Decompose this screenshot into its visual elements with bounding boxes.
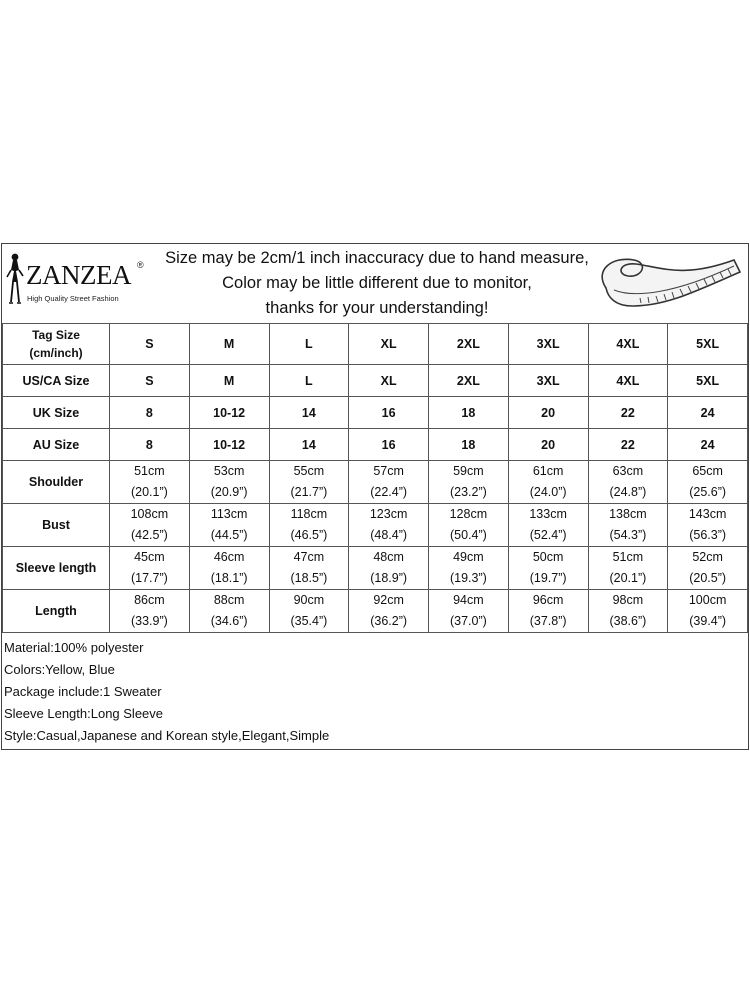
table-cell: 16 [349, 397, 429, 429]
inch-value: (37.8”) [529, 614, 567, 628]
cm-value: 63cm [612, 464, 644, 478]
detail-line: Colors:Yellow, Blue [4, 662, 115, 677]
measure-cell [349, 504, 429, 547]
table-cell: 8 [110, 397, 190, 429]
cm-value: 98cm [612, 593, 644, 607]
cm-value: 49cm [453, 550, 484, 564]
measure-cell [189, 547, 269, 590]
tag-size-cell: S [110, 324, 190, 365]
cm-value: 59cm [453, 464, 484, 478]
table-cell: 18 [429, 397, 509, 429]
cm-value: 143cm [688, 507, 727, 521]
brand-logo [4, 250, 154, 310]
row-label: UK Size [3, 397, 110, 429]
inch-value: (46.5”) [290, 528, 328, 542]
row-label: Shoulder [3, 461, 110, 504]
measure-cell [189, 590, 269, 633]
notice-line-3: thanks for your understanding! [265, 299, 489, 317]
table-cell: 18 [429, 429, 509, 461]
measure-cell [429, 547, 509, 590]
inch-value: (50.4”) [449, 528, 487, 542]
tag-size-cell: 3XL [508, 324, 588, 365]
inch-value: (35.4”) [290, 614, 328, 628]
cm-value: 47cm [293, 550, 325, 564]
measure-cell [668, 590, 748, 633]
cm-value: 138cm [609, 507, 647, 521]
table-row [3, 461, 748, 504]
inch-value: (37.0”) [449, 614, 487, 628]
row-label: Tag Size (cm/inch) [3, 324, 110, 365]
inch-value: (20.1”) [609, 571, 647, 585]
inch-value: (38.6”) [609, 614, 647, 628]
notice-line-1: Size may be 2cm/1 inch inaccuracy due to hand measure, [165, 249, 589, 267]
cm-value: 90cm [293, 593, 325, 607]
cm-value: 46cm [213, 550, 245, 564]
cm-value: 86cm [134, 593, 165, 607]
cm-value: 48cm [373, 550, 404, 564]
cm-value: 100cm [688, 593, 727, 607]
chart-header [2, 244, 748, 324]
inch-value: (54.3”) [609, 528, 647, 542]
table-row [3, 397, 748, 429]
measure-cell [189, 504, 269, 547]
inch-value: (22.4”) [370, 485, 408, 499]
brand-name: ZANZEA [26, 260, 131, 290]
cm-value: 55cm [293, 464, 325, 478]
table-cell: 3XL [508, 365, 588, 397]
inch-value: (44.5”) [210, 528, 248, 542]
tag-size-cell: L [269, 324, 349, 365]
inch-value: (20.5”) [689, 571, 727, 585]
table-cell: M [189, 365, 269, 397]
measure-cell [269, 590, 349, 633]
inch-value: (19.7”) [529, 571, 567, 585]
measure-cell [189, 461, 269, 504]
row-label: US/CA Size [3, 365, 110, 397]
measure-cell [429, 461, 509, 504]
row-label: Sleeve length [3, 547, 110, 590]
inch-value: (21.7”) [290, 485, 328, 499]
inch-value: (36.2”) [370, 614, 408, 628]
table-cell: 22 [588, 397, 668, 429]
measure-cell [110, 547, 190, 590]
inch-value: (23.2”) [449, 485, 487, 499]
row-label: AU Size [3, 429, 110, 461]
inch-value: (19.3”) [449, 571, 487, 585]
cm-value: 53cm [213, 464, 245, 478]
cm-value: 88cm [213, 593, 245, 607]
inch-value: (20.9”) [210, 485, 248, 499]
table-cell: 16 [349, 429, 429, 461]
row-label: Length [3, 590, 110, 633]
measure-cell [429, 590, 509, 633]
measure-cell [668, 504, 748, 547]
inch-value: (17.7”) [130, 571, 168, 585]
table-row [3, 429, 748, 461]
cm-value: 113cm [210, 507, 248, 521]
cm-value: 108cm [130, 507, 169, 521]
row-label: Bust [3, 504, 110, 547]
tag-size-cell: 5XL [668, 324, 748, 365]
inch-value: (48.4”) [370, 528, 408, 542]
cm-value: 52cm [692, 550, 723, 564]
table-cell: 8 [110, 429, 190, 461]
cm-value: 123cm [369, 507, 408, 521]
woman-silhouette-icon [4, 252, 26, 310]
table-cell: 20 [508, 429, 588, 461]
table-cell: 14 [269, 429, 349, 461]
cm-value: 50cm [532, 550, 564, 564]
table-cell: 24 [668, 429, 748, 461]
size-table [2, 323, 748, 633]
measure-cell [349, 590, 429, 633]
detail-line: Sleeve Length:Long Sleeve [4, 706, 164, 721]
detail-line: Package include:1 Sweater [4, 684, 162, 699]
product-details [2, 631, 748, 747]
cm-value: 92cm [373, 593, 404, 607]
measuring-tape-icon [594, 248, 744, 318]
inch-value: (42.5”) [130, 528, 168, 542]
measure-cell [508, 590, 588, 633]
inch-value: (18.9”) [370, 571, 408, 585]
table-cell: S [110, 365, 190, 397]
measure-cell [508, 504, 588, 547]
size-chart [1, 243, 749, 750]
table-cell: 4XL [588, 365, 668, 397]
cm-value: 128cm [449, 507, 488, 521]
cm-value: 51cm [134, 464, 165, 478]
inch-value: (24.0”) [529, 485, 567, 499]
measure-cell [269, 461, 349, 504]
measure-cell [588, 547, 668, 590]
measure-cell [110, 504, 190, 547]
cm-value: 118cm [290, 507, 328, 521]
inch-value: (39.4”) [689, 614, 727, 628]
table-cell: 2XL [429, 365, 509, 397]
measure-cell [110, 590, 190, 633]
table-row [3, 365, 748, 397]
inch-value: (24.8”) [609, 485, 647, 499]
measure-cell [429, 504, 509, 547]
measure-cell [349, 547, 429, 590]
table-cell: 10-12 [189, 397, 269, 429]
measure-cell [269, 504, 349, 547]
tag-size-cell: 2XL [429, 324, 509, 365]
measure-cell [110, 461, 190, 504]
inch-value: (20.1”) [130, 485, 168, 499]
cm-value: 57cm [373, 464, 404, 478]
tag-size-cell: XL [349, 324, 429, 365]
inch-value: (18.1”) [210, 571, 248, 585]
measure-cell [668, 461, 748, 504]
cm-value: 94cm [453, 593, 484, 607]
measure-cell [668, 547, 748, 590]
table-cell: 14 [269, 397, 349, 429]
measure-cell [269, 547, 349, 590]
table-row-tag-size [3, 324, 748, 365]
table-cell: L [269, 365, 349, 397]
table-cell: 22 [588, 429, 668, 461]
inch-value: (25.6”) [689, 485, 727, 499]
inch-value: (52.4”) [529, 528, 567, 542]
inch-value: (34.6”) [210, 614, 248, 628]
table-row [3, 504, 748, 547]
cm-value: 133cm [529, 507, 567, 521]
table-cell: 5XL [668, 365, 748, 397]
measure-cell [588, 461, 668, 504]
detail-line: Style:Casual,Japanese and Korean style,Elegant,Simple [4, 728, 330, 743]
detail-line: Material:100% polyester [4, 640, 144, 655]
table-cell: XL [349, 365, 429, 397]
inch-value: (33.9”) [130, 614, 168, 628]
tag-size-cell: M [189, 324, 269, 365]
measure-cell [349, 461, 429, 504]
table-row [3, 547, 748, 590]
table-cell: 20 [508, 397, 588, 429]
table-row [3, 590, 748, 633]
cm-value: 65cm [692, 464, 723, 478]
brand-tagline: High Quality Street Fashion [27, 294, 119, 303]
table-cell: 10-12 [189, 429, 269, 461]
measure-cell [588, 504, 668, 547]
inch-value: (18.5”) [290, 571, 328, 585]
cm-value: 61cm [532, 464, 564, 478]
tag-size-cell: 4XL [588, 324, 668, 365]
cm-value: 51cm [612, 550, 644, 564]
measurement-notice [152, 246, 602, 321]
cm-value: 96cm [532, 593, 564, 607]
registered-mark: ® [137, 260, 144, 270]
table-cell: 24 [668, 397, 748, 429]
measure-cell [588, 590, 668, 633]
inch-value: (56.3”) [689, 528, 727, 542]
measure-cell [508, 461, 588, 504]
cm-value: 45cm [134, 550, 165, 564]
notice-line-2: Color may be little different due to monitor, [222, 274, 532, 292]
measure-cell [508, 547, 588, 590]
